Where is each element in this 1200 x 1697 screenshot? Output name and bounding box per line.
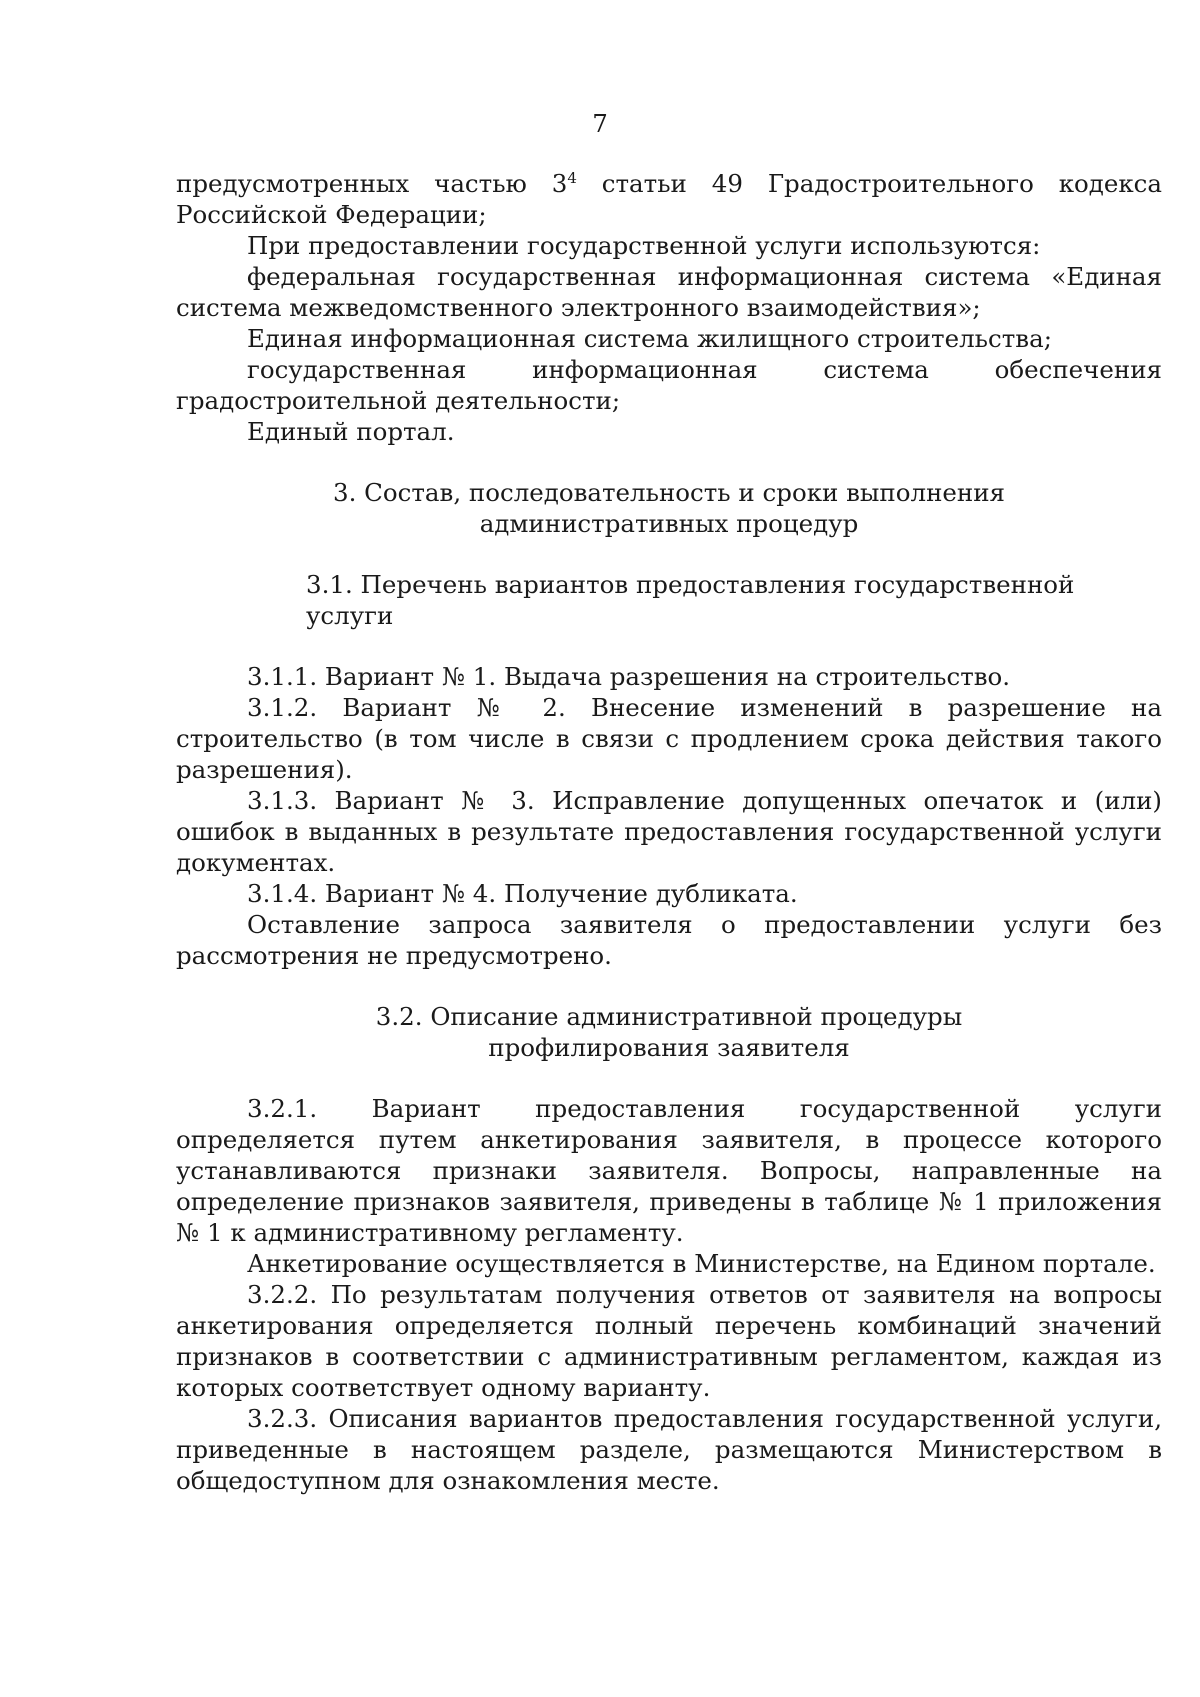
list-item: 3.2.2. По результатам получения ответов от заявителя на вопросы анкетирования определяется полный перечень комбинаций значений признаков в соответствии с административным регламентом, каждая из которых соответствует одному варианту. bbox=[176, 1280, 1162, 1402]
list-item: 3.1.4. Вариант № 4. Получение дубликата. bbox=[247, 879, 798, 908]
list-item: 3.1.3. Вариант № 3. Исправление допущенных опечаток и (или) ошибок в выданных в результате предоставления государственной услуги документах. bbox=[176, 786, 1162, 877]
paragraph: Оставление запроса заявителя о предоставлении услуги без рассмотрения не предусмотрено. bbox=[176, 910, 1162, 970]
spacer bbox=[176, 631, 1162, 661]
subsection-heading: 3.2. Описание административной процедуры bbox=[375, 1002, 963, 1031]
spacer bbox=[176, 971, 1162, 1001]
paragraph: федеральная государственная информационная система «Единая система межведомственного электронного взаимодействия»; bbox=[176, 262, 1162, 322]
paragraph-text: предусмотренных частью 3 bbox=[176, 169, 568, 198]
paragraph-continuation bbox=[176, 168, 1162, 230]
list-item: 3.2.1. Вариант предоставления государственной услуги определяется путем анкетирования заявителя, в процессе которого устанавливаются признаки заявителя. Вопросы, направленные на определение признаков заявителя, приведены в таблице № 1 приложения № 1 к административному регламенту. bbox=[176, 1094, 1162, 1247]
paragraph-text: статьи 49 Градостроительного кодекса Российской Федерации; bbox=[176, 169, 1162, 229]
document-body bbox=[176, 168, 1162, 1496]
subsection-heading: профилирования заявителя bbox=[488, 1033, 850, 1062]
paragraph: Анкетирование осуществляется в Министерстве, на Едином портале. bbox=[247, 1249, 1156, 1278]
section-heading: административных процедур bbox=[479, 509, 859, 538]
page-number: 7 bbox=[592, 109, 608, 138]
superscript: 4 bbox=[567, 168, 577, 187]
list-item: 3.1.1. Вариант № 1. Выдача разрешения на строительство. bbox=[247, 662, 1011, 691]
paragraph: Единый портал. bbox=[247, 417, 455, 446]
spacer bbox=[176, 539, 1162, 569]
list-item: 3.1.2. Вариант № 2. Внесение изменений в разрешение на строительство (в том числе в связи с продлением срока действия такого разрешения). bbox=[176, 693, 1162, 784]
paragraph: Единая информационная система жилищного строительства; bbox=[247, 324, 1052, 353]
paragraph: При предоставлении государственной услуги используются: bbox=[247, 231, 1041, 260]
list-item: 3.2.3. Описания вариантов предоставления государственной услуги, приведенные в настоящем разделе, размещаются Министерством в общедоступном для ознакомления месте. bbox=[176, 1404, 1162, 1495]
paragraph: государственная информационная система обеспечения градостроительной деятельности; bbox=[176, 355, 1162, 415]
spacer bbox=[176, 1063, 1162, 1093]
spacer bbox=[176, 447, 1162, 477]
subsection-heading: 3.1. Перечень вариантов предоставления государственной услуги bbox=[306, 570, 1075, 630]
section-heading: 3. Состав, последовательность и сроки выполнения bbox=[332, 478, 1006, 507]
